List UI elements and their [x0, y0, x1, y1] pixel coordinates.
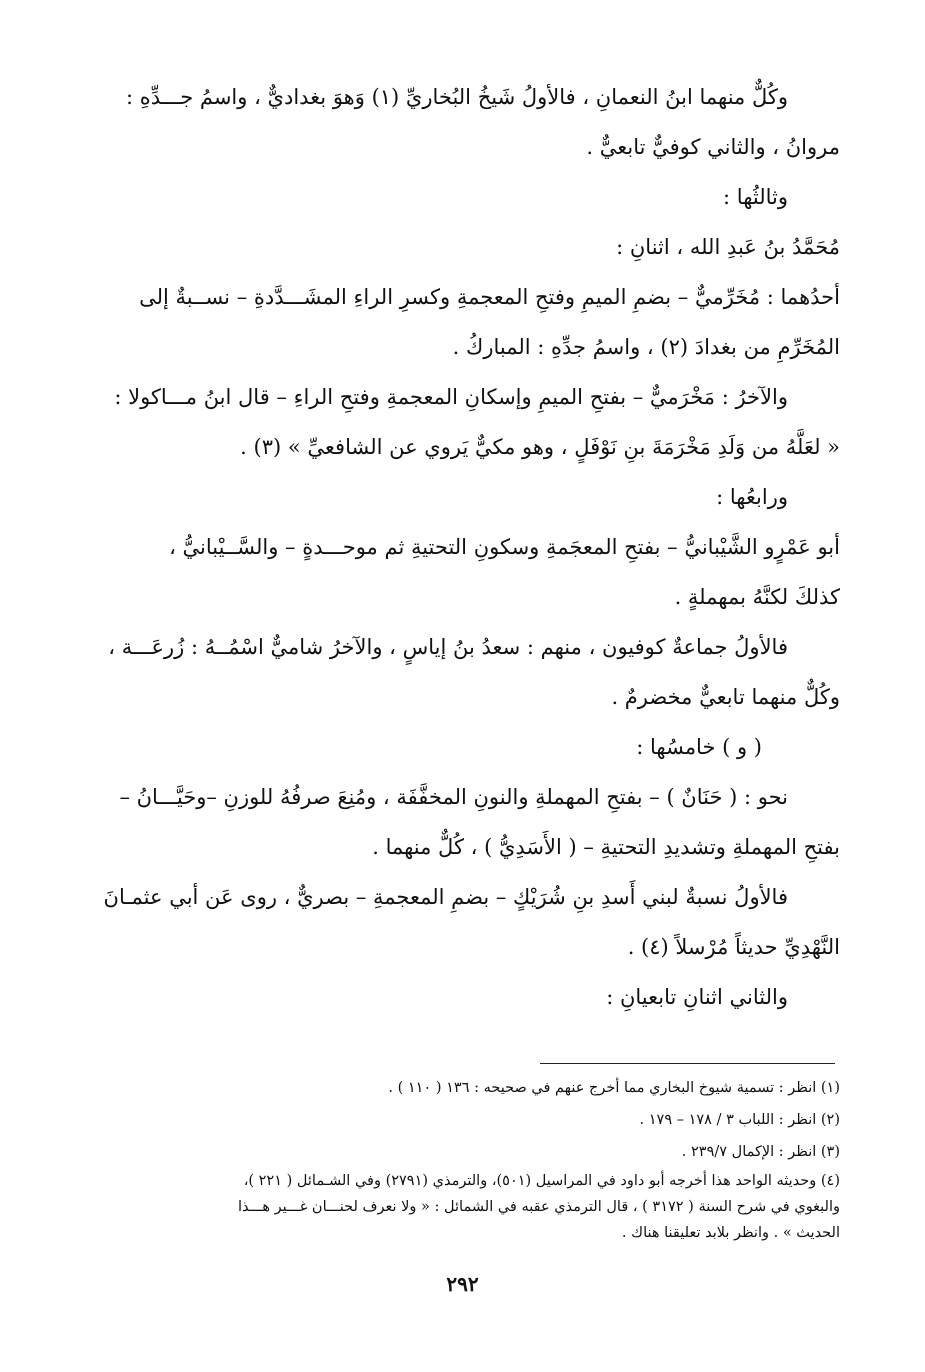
text-line: وكُلٌّ منهما ابنُ النعمانِ ، فالأولُ شَيخُ البُخاريِّ (١) وَهوَ بغداديٌّ ، واسمُ جـــدِّهِ : — [125, 85, 788, 109]
footnote: (٤) وحديثه الواحد هذا أخرجه أبو داود في المراسيل (٥٠١)، والترمذي (٢٧٩١) وفي الشـمائل ( ٢٢١ )، — [243, 1173, 840, 1189]
section-heading: ( و ) خامسُها : — [636, 735, 762, 759]
text-line: بفتحِ المهملةِ وتشديدِ التحتيةِ – ( الأَسَدِيُّ ) ، كُلٌّ منهما . — [372, 835, 840, 859]
footnote: (٢) انظر : اللباب ٣ / ١٧٨ – ١٧٩ . — [639, 1112, 840, 1128]
text-line: فالأولُ نسبةٌ لبني أَسدِ بنِ شُرَيْكٍ – بضمِ المعجمةِ – بصريٌّ ، روى عَن أبي عثمـانَ — [103, 885, 788, 909]
page-number: ٢٩٢ — [446, 1272, 479, 1296]
footnote-separator — [540, 1063, 835, 1064]
text-line: مروانُ ، والثاني كوفيٌّ تابعيٌّ . — [586, 135, 840, 159]
footnote: (٣) انظر : الإكمال ٢٣٩/٧ . — [681, 1144, 840, 1160]
text-line: فالأولُ جماعةٌ كوفيون ، منهم : سعدُ بنُ إياسٍ ، والآخرُ شاميٌّ اسْمُــهُ : زُرعَـــة ، — [108, 635, 788, 659]
footnote-continuation: والبغوي في شرح السنة ( ٣١٧٢ ) ، قال الترمذي عقبه في الشمائل : « ولا نعرف لحنـــان غـــير هـــذا — [237, 1199, 840, 1215]
text-line: وكُلٌّ منهما تابعيٌّ مخضرمٌ . — [611, 685, 840, 709]
text-line: المُخَرِّمِ من بغدادَ (٢) ، واسمُ جدِّهِ : المباركُ . — [452, 335, 840, 359]
section-heading: وثالثُها : — [723, 185, 788, 209]
footnotes — [70, 1072, 840, 1246]
section-heading: ورابعُها : — [716, 485, 788, 509]
text-line: أحدُهما : مُخَرِّميٌّ – بضمِ الميمِ وفتحِ المعجمةِ وكسرِ الراءِ المشَـــدَّدةِ – نســبةٌ إلى — [139, 285, 840, 309]
text-line: والآخرُ : مَخْرَميٌّ – بفتحِ الميمِ وإسكانِ المعجمةِ وفتحِ الراءِ – قال ابنُ مـــاكولا : — [114, 385, 788, 409]
footnote-continuation: الحديث » . وانظر بلابد تعليقنا هناك . — [621, 1225, 840, 1241]
footnote: (١) انظر : تسمية شيوخ البخاري مما أخرج عنهم في صحيحه : ١٣٦ ( ١١٠ ) . — [388, 1080, 840, 1096]
text-line: نحو : ( حَنَانٌ ) – بفتحِ المهملةِ والنونِ المخفَّفَة ، ومُنِعَ صرفُهُ للوزنِ –وحَيَّـــانُ – — [119, 785, 788, 809]
text-line: أبو عَمْرٍو الشَّيْبانيُّ – بفتحِ المعجَمةِ وسكونِ التحتيةِ ثم موحـــدةٍ – والسَّــيْبانيُّ ، — [169, 535, 840, 559]
text-line: « لعَلَّهُ من وَلَدِ مَخْرَمَةَ بنِ نَوْفَلٍ ، وهو مكيٌّ يَروي عن الشافعيِّ » (٣) . — [240, 435, 840, 459]
text-line: والثاني اثنانِ تابعيانِ : — [606, 985, 788, 1009]
text-line: النَّهْدِيِّ حديثاً مُرْسلاً (٤) . — [627, 935, 840, 959]
text-line: كذلكَ لكنَّهُ بمهملةٍ . — [674, 585, 840, 609]
text-line: مُحَمَّدُ بنُ عَبدِ الله ، اثنانِ : — [616, 235, 840, 259]
main-text — [70, 72, 840, 1022]
